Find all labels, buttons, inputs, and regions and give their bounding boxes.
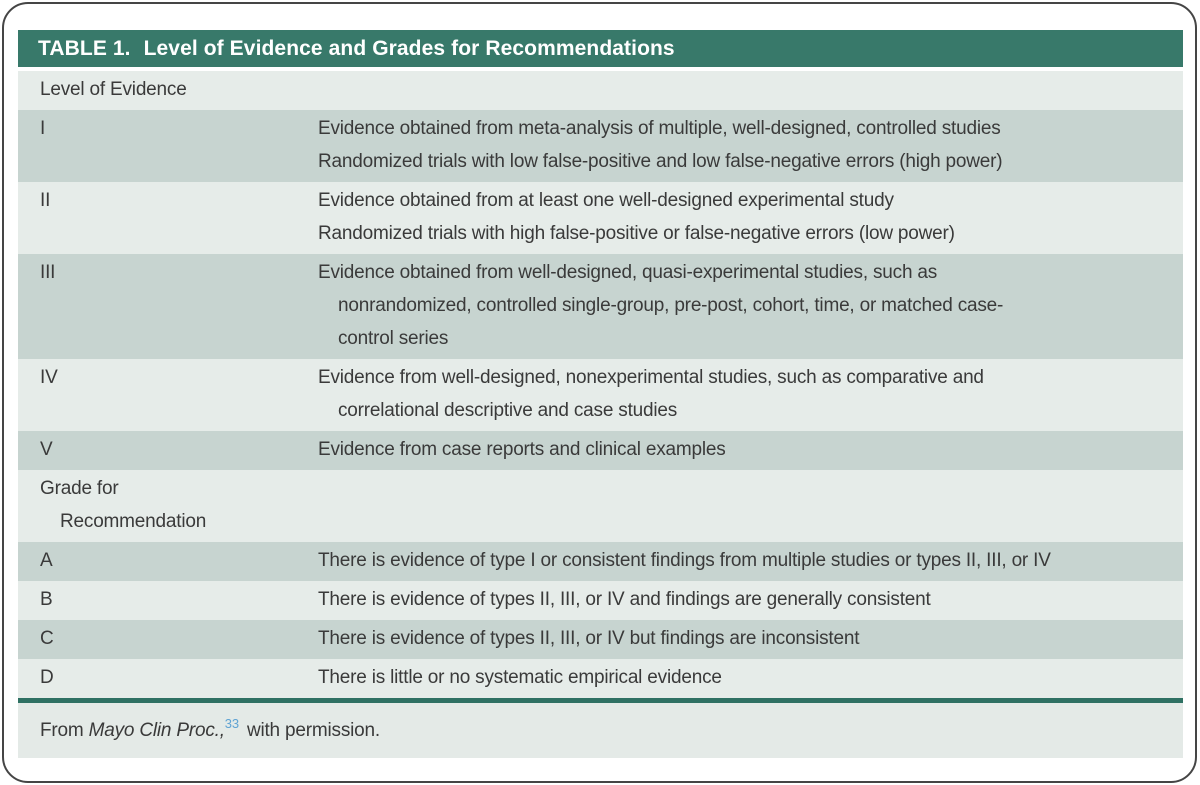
table-row bbox=[18, 254, 1183, 359]
table-title-bar bbox=[18, 30, 1183, 67]
cell-text-line: Randomized trials with high false-positive or false-negative errors (low power) bbox=[318, 223, 955, 244]
row-description-cell bbox=[318, 182, 1183, 254]
footnote-prefix: From bbox=[40, 719, 89, 741]
footnote-text bbox=[40, 716, 380, 742]
table-row bbox=[18, 620, 1183, 659]
row-description-cell bbox=[318, 431, 1183, 470]
cell-text-line: correlational descriptive and case studies bbox=[338, 400, 678, 421]
cell-text-line: There is evidence of type I or consistent findings from multiple studies or types II, III, or IV bbox=[318, 550, 1051, 571]
table-row bbox=[18, 359, 1183, 431]
cell-text-line: Grade for bbox=[40, 478, 119, 499]
row-description-cell bbox=[318, 71, 1183, 110]
cell-text-line: control series bbox=[338, 328, 449, 349]
row-description-cell bbox=[318, 581, 1183, 620]
cell-text-line: Level of Evidence bbox=[40, 79, 187, 100]
row-label-cell bbox=[18, 71, 318, 110]
cell-text-line: C bbox=[40, 628, 54, 649]
table-row bbox=[18, 182, 1183, 254]
cell-text-line: II bbox=[40, 190, 51, 211]
table-row bbox=[18, 659, 1183, 698]
row-description-cell bbox=[318, 659, 1183, 698]
row-label-cell bbox=[18, 359, 318, 431]
footnote-journal-name: Mayo Clin Proc., bbox=[88, 719, 225, 741]
cell-text-line: Evidence obtained from meta-analysis of multiple, well-designed, controlled studies bbox=[318, 118, 1001, 139]
row-description-cell bbox=[318, 254, 1183, 359]
row-label-cell bbox=[18, 110, 318, 182]
table-row bbox=[18, 470, 1183, 542]
table-row bbox=[18, 542, 1183, 581]
row-label-cell bbox=[18, 620, 318, 659]
row-description-cell bbox=[318, 110, 1183, 182]
cell-text-line: There is evidence of types II, III, or IV but findings are inconsistent bbox=[318, 628, 860, 649]
cell-text-line: A bbox=[40, 550, 53, 571]
cell-text-line: There is evidence of types II, III, or IV and findings are generally consistent bbox=[318, 589, 931, 610]
row-description-cell bbox=[318, 542, 1183, 581]
cell-text-line: Randomized trials with low false-positive and low false-negative errors (high power) bbox=[318, 151, 1003, 172]
cell-text-line: III bbox=[40, 262, 56, 283]
table-number-label: TABLE 1. bbox=[38, 36, 131, 60]
citation-reference-link[interactable]: 33 bbox=[224, 716, 239, 732]
cell-text-line: B bbox=[40, 589, 53, 610]
table-title-text: Level of Evidence and Grades for Recommendations bbox=[143, 36, 675, 60]
cell-text-line: Recommendation bbox=[60, 511, 207, 532]
cell-text-line: Evidence from case reports and clinical examples bbox=[318, 439, 726, 460]
cell-text-line: IV bbox=[40, 367, 58, 388]
table-row bbox=[18, 431, 1183, 470]
row-description-cell bbox=[318, 620, 1183, 659]
cell-text-line: There is little or no systematic empirical evidence bbox=[318, 667, 722, 688]
cell-text-line: I bbox=[40, 118, 46, 139]
row-label-cell bbox=[18, 581, 318, 620]
row-label-cell bbox=[18, 431, 318, 470]
row-label-cell bbox=[18, 470, 318, 542]
cell-text-line: nonrandomized, controlled single-group, pre-post, cohort, time, or matched case- bbox=[338, 295, 1004, 316]
row-label-cell bbox=[18, 542, 318, 581]
footnote-suffix: with permission. bbox=[241, 719, 380, 741]
cell-text-line: D bbox=[40, 667, 54, 688]
table-row bbox=[18, 71, 1183, 110]
row-description-cell bbox=[318, 359, 1183, 431]
row-label-cell bbox=[18, 659, 318, 698]
table-row bbox=[18, 581, 1183, 620]
evidence-grades-table bbox=[18, 30, 1183, 758]
row-description-cell bbox=[318, 470, 1183, 542]
cell-text-line: Evidence obtained from at least one well-designed experimental study bbox=[318, 190, 894, 211]
table-footnote bbox=[18, 703, 1183, 758]
cell-text-line: V bbox=[40, 439, 53, 460]
row-label-cell bbox=[18, 254, 318, 359]
table-row bbox=[18, 110, 1183, 182]
cell-text-line: Evidence from well-designed, nonexperimental studies, such as comparative and bbox=[318, 367, 984, 388]
row-label-cell bbox=[18, 182, 318, 254]
table-rows bbox=[18, 71, 1183, 698]
cell-text-line: Evidence obtained from well-designed, quasi-experimental studies, such as bbox=[318, 262, 938, 283]
